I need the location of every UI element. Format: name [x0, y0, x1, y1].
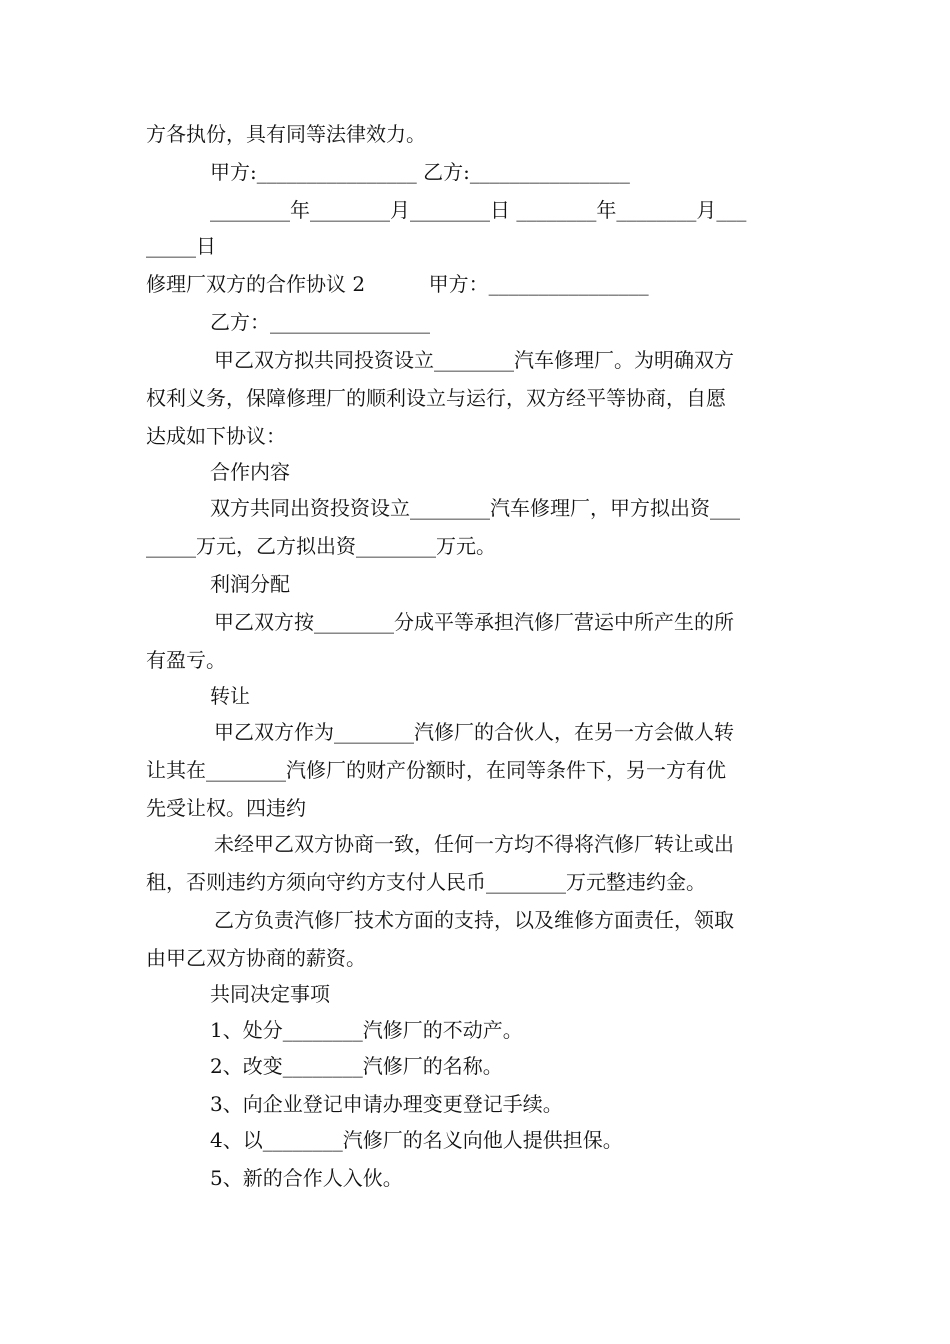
- date-line: ________年________月________日 ________年________月___: [210, 198, 747, 222]
- section-heading: 转让: [210, 684, 250, 708]
- paragraph-line: 达成如下协议：: [146, 424, 286, 448]
- paragraph-line: 双方共同出资投资设立________汽车修理厂，甲方拟出资___: [210, 496, 740, 520]
- paragraph-line: 乙方负责汽修厂技术方面的支持，以及维修方面责任，领取: [214, 908, 734, 932]
- party-b-line: 乙方：________________: [210, 310, 430, 334]
- paragraph-line: 有盈亏。: [146, 648, 226, 672]
- paragraph-line: 甲乙双方拟共同投资设立________汽车修理厂。为明确双方: [214, 348, 734, 372]
- section-heading: 利润分配: [210, 572, 290, 596]
- paragraph-line: 让其在________汽修厂的财产份额时，在同等条件下，另一方有优: [146, 758, 726, 782]
- agreement-title-line: 修理厂双方的合作协议 2 甲方：________________: [146, 272, 649, 296]
- signature-line: 甲方:________________ 乙方:________________: [210, 160, 630, 184]
- section-heading: 共同决定事项: [210, 982, 330, 1006]
- list-item: 2、改变________汽修厂的名称。: [210, 1054, 503, 1078]
- paragraph-line: 未经甲乙双方协商一致，任何一方均不得将汽修厂转让或出: [214, 832, 734, 856]
- paragraph-line: 先受让权。四违约: [146, 796, 306, 820]
- paragraph-line: 权利义务，保障修理厂的顺利设立与运行，双方经平等协商，自愿: [146, 386, 726, 410]
- list-item: 4、以________汽修厂的名义向他人提供担保。: [210, 1128, 623, 1152]
- paragraph-line: 甲乙双方按________分成平等承担汽修厂营运中所产生的所: [214, 610, 734, 634]
- paragraph-line: _____万元，乙方拟出资________万元。: [146, 534, 496, 558]
- paragraph-line: 租，否则违约方须向守约方支付人民币________万元整违约金。: [146, 870, 706, 894]
- list-item: 1、处分________汽修厂的不动产。: [210, 1018, 523, 1042]
- date-line-continued: _____日: [146, 234, 216, 258]
- list-item: 3、向企业登记申请办理变更登记手续。: [210, 1092, 563, 1116]
- paragraph-line: 方各执份，具有同等法律效力。: [146, 122, 426, 146]
- section-heading: 合作内容: [210, 460, 290, 484]
- paragraph-line: 由甲乙双方协商的薪资。: [146, 946, 366, 970]
- list-item: 5、新的合作人入伙。: [210, 1166, 403, 1190]
- paragraph-line: 甲乙双方作为________汽修厂的合伙人，在另一方会做人转: [214, 720, 734, 744]
